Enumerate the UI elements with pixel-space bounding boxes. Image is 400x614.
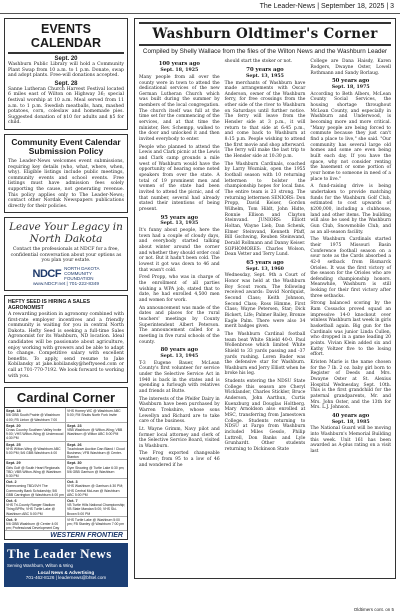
- ndcf-ad: [4, 217, 128, 291]
- article-paragraph: should start the stoker or not.: [224, 59, 293, 65]
- article-paragraph: Wednesday, Sept. 9th a Court of Honor was held at the Washburn Boy Scout room. The following received awards: David Nordquist, Second Class; Keith Johnson, Second Class; Ross Himme, First Class; Wayne Petersen, Star; Dick Bickert, Life; Palmer Bailey, Bronze Eagle Palm. There were also 34 merit badges given.: [224, 273, 306, 330]
- calendar-cell: [5, 479, 66, 498]
- calendar-cell: [66, 479, 127, 498]
- submission-policy-text: The Leader-News welcomes event submissions, requiring key details (who, what, where, when, why). Eligible listings include public meetings, community events and school events. Free listings must have admission fees solely supporting the cause, not generating revenue. This policy applies only to The Leader-News; contact other Nordak Newspapers publications directly for their policies.: [8, 158, 124, 209]
- section-heading: 100 years ago: [158, 61, 200, 68]
- section-heading: 50 years ago: [331, 78, 370, 85]
- calendar-date: Oct. 7: [67, 499, 78, 504]
- oldtimers-article: [134, 18, 396, 579]
- section-heading: 70 years ago: [246, 67, 284, 74]
- calendar-entry: VHS Washburn @ Garrison 4:30 PM; VHS Central McLean @ Washburn ABC 5:00 PM: [67, 484, 124, 497]
- article-paragraph: A fund-raising drive is being undertaken to provide matching funds for the Washburn Golf Club, estimated to cost upwards of $200,000, including a clubhouse, land and other items. The building will also be used by the Washburn Gun Club, Snowmobile Club, and as an all-season facility.: [310, 184, 391, 235]
- article-paragraph: The Washburn Cardinals started their 1975 Missouri Basin Conference football season on a sour note as the Cards absorbed a 42-0 setback from Bismarck Orioles. It was the first victory of the season for the Orioles who are defending championship honors. Meanwhile, Washburn is still looking for their first victory after three setbacks.: [310, 237, 391, 299]
- hefty-seed-text: A rewarding position in agronomy combined with first-rate employer incentives and a friendly community is waiting for you in central North Dakota. Hefty Seed is seeking a full-time Sales Agronomist for its Washburn, ND location. Ideal candidates will be passionate about agriculture, enjoy working with growers and be able to adapt to change. Competitive salary with excellent benefits. To apply, send resume to Jake Kobilansky at jake.kobilansky@heftyseed.com or call at 701-770-7192. We look forward to working with you.: [8, 312, 124, 379]
- event-date: Sept. 20: [54, 56, 78, 62]
- article-paragraph: College are Dana Haisdy, Karen Rodgers, Dwayne Oster, Lowell Rothmann and Sandy Borlaug.: [310, 59, 391, 76]
- calendar-entry: VB Turtle Hills National Championship; VB State Mandan 5:00; VHS Ski-Brown 5:00 PM: [67, 503, 126, 516]
- article-paragraph: Kristen Marie is the name chosen for the 7 lb. 2 oz. baby girl born to Register of Deeds and Mrs. Dwayne Oster at St. Alexius Hospital Wednesday, Sept. 10th. This is the first grandchild for the paternal grandparents, Mr. and Mrs. John Oster, and the 13th for Mrs. L.J. Johnson.: [310, 360, 391, 411]
- hefty-seed-title: HEFTY SEED IS HIRING A SALES AGRONOMIST: [8, 299, 90, 312]
- calendar-cell: [66, 408, 127, 423]
- article-byline: Compiled by Shelly Wallace from the files of the Wilton News and the Washburn Leader: [142, 48, 388, 55]
- article-column: [225, 59, 306, 470]
- cardinal-corner-grid: [5, 408, 127, 531]
- calendar-date: Sept. 25: [6, 442, 21, 447]
- section-heading: 65 years ago: [246, 259, 284, 266]
- article-paragraph: According to Beth Albers, McLean County Social Services, the housing shortage throughout McLean County, and especially in Washburn and Underwood, is becoming more and more critical. "Many people are being forced to commute because they just can't find a place to live," she said. "Our community has several large old homes and some are even being built each day. If you have the space, why not consider renting the basement or some portion of your home to someone in need of a place to live.": [310, 91, 391, 182]
- calendar-date: Sept. 29: [6, 461, 21, 466]
- calendar-entry: Gym Showing @ Turtle Lake 6:30 pm; 5/6 GBB Garrison @ Washburn: [67, 465, 125, 474]
- calendar-entry: VHS Turtle Lake @ Washburn 5:00 pm; FB Stanley @ Washburn 7:00 pm: [67, 517, 125, 527]
- submission-policy: [4, 134, 128, 213]
- section-heading: 80 years ago: [160, 347, 199, 354]
- calendar-entry: Cross Country Southern Valley Invite 9:00; VHS Wilton-Wing @ Underwood 4:30 PM: [6, 428, 64, 441]
- article-columns: [139, 59, 391, 470]
- article-paragraph: An announcement was made of the dates and places for the rural teachers' meetings by County Superintendent Albert Peterson. The announcement called for a meeting in five rural schools of the county.: [139, 305, 220, 345]
- article-paragraph: The interests of the Pfeifer Dairy in Washburn have been purchased by Warren Trekshire, whose sons Lewellyn and Richard are to take care of the business.: [139, 396, 220, 425]
- section-date: Sept. 13, 1935: [160, 221, 199, 227]
- ndcf-logo: [8, 266, 124, 281]
- cardinal-corner-title: Cardinal Corner: [5, 388, 127, 408]
- calendar-entry: Homecoming TBD/JVH The Community Bank Scholarship; 5/6 GBB Carrington @ Washburn 4:00 pm: [6, 484, 64, 497]
- calendar-cell: [5, 442, 66, 461]
- article-paragraph: The National Guard will be moving into Washburn's Memorial Building this week. Unit 161 has been awarded as A-plus rating on a visit last: [310, 426, 391, 454]
- section-date: Sept. 18, 1975: [331, 85, 370, 91]
- section-date: Sept. 18, 1985: [331, 419, 370, 425]
- calendar-cell: [5, 498, 66, 517]
- article-paragraph: Many people from all over the county were in town to attend the dedicational services of the new German Lutheran Church which was built during the summer by members of the local congregation. The church itself was full at the time set for the commencing of the services, and at that time the minister, Rev. Schempp, walked to the door and unlocked it and then invited everybody to enter.: [139, 74, 220, 143]
- ndcf-ad-title: Leave Your Legacy in North Dakota: [9, 221, 123, 246]
- page-header: The Leader-News | September 18, 2025 | 3: [0, 0, 400, 14]
- section-date: Sept. 18, 1925: [160, 68, 199, 74]
- events-calendar-title: EVENTS CALENDAR: [8, 22, 124, 54]
- calendar-date: Oct. 2: [6, 480, 17, 485]
- continued-note: Oldtimers cont. on 5: [353, 607, 394, 612]
- calendar-entry: VHS Homey WC @ Washburn ABC 5:00; FM Shutts North Fork Invite: [67, 409, 121, 418]
- leader-news-ad: [4, 543, 128, 587]
- calendar-date: Sept. 23: [67, 423, 82, 428]
- calendar-date: Sept. 26: [67, 442, 82, 447]
- calendar-cell: [5, 517, 66, 532]
- left-column: [4, 18, 128, 587]
- events-calendar: [4, 18, 128, 130]
- leader-news-line1: Local News & Advertising: [37, 570, 95, 576]
- calendar-date: Sept. 18: [6, 409, 21, 414]
- leader-news-line2: 701-462-8126 | leadernews@bhtel.com: [25, 575, 107, 581]
- article-paragraph: Students entering the NDSU State College this season are Cheryl Wicklander, Charles Stickler, Bruce Anderson, John Aarthun, Curtis Kuenzburg and Douglas Holtberg. Mary Arnoldson also enrolled at MSC, transferring from Jamestown College. Students returning to NDSU at Fargo from Washburn included Miles Gesslo, Philip Luttrell, Don Banks and Lyle Grunhardt. Other students returning to Dickinson State: [224, 379, 306, 452]
- article-paragraph: Strong balanced scoring by the Ram Cossacks proved squad an impressive 14-0 knockout over winless Washburn last week in girls basketball again. Big gun for the Cardinals was junior Linda Cullen, who dropped in a game leading 20 points. Vivian Klein added six and Kathy Voltzer five to the losing effort.: [310, 301, 391, 358]
- article-paragraph: The Washburn Cardinal football team beat White Shield 40-0. Paul Wollenbrose which limited White Shield to 33 yards passing and -37 yards rushing. Loren Bader was the defensive star for Washburn. Washburn end Jerry Elliott when he broke his leg.: [224, 331, 306, 377]
- ndcf-logo-line: COMMUNITY: [64, 271, 92, 277]
- section-date: Sept. 13, 1960: [246, 266, 284, 272]
- calendar-cell: [66, 498, 127, 517]
- leader-news-tagline: Serving Washburn, Wilton & Wing: [7, 563, 73, 569]
- article-paragraph: Lt. Wayne Grimm, Navy pilot and former local attorney and clerk of the Selective Service Board, visited in Washburn.: [139, 426, 220, 449]
- ndcf-logo-line: FOUNDATION: [64, 276, 94, 282]
- ndcf-logo-line: NORTH DAKOTA: [64, 266, 100, 272]
- article-paragraph: The Frog exported changeable weather; from 95 to a low of 46 and wondered if he: [139, 451, 220, 468]
- section-heading: 40 years ago: [331, 412, 370, 419]
- article-column: [139, 59, 220, 470]
- western-frontier-logo: WESTERN FRONTIER: [50, 532, 123, 540]
- calendar-entry: VHS Wilton-Wing @ Washburn ABC 5:00 PM; 5/6 GBB Washburn 4:00: [6, 446, 61, 456]
- calendar-date: Oct. 6: [6, 499, 17, 504]
- article-paragraph: It's funny about people, here the town had a couple of cloudy days, and everybody started talking about winter around the corner and whether they should order coal or not. But it hadn't been cold. The lowest it got was down to 46 and that wasn't cold.: [139, 228, 220, 273]
- calendar-cell: [66, 423, 127, 442]
- hefty-seed-ad: [4, 295, 128, 383]
- calendar-cell: [66, 460, 127, 479]
- calendar-entry: VBB Washburn @ Wilton-Wing; VBB Washburn @ Wilton ABC 5:00 PM: [67, 428, 123, 437]
- section-heading: 95 years ago: [160, 214, 199, 221]
- calendar-entry: VHS Tri-County Ranger Stadium Thing BPRs; VHS Turtle Lake @ Washburn ABC 5:00 PM: [6, 503, 56, 516]
- article-paragraph: The Washburn Cardinals, coached by Larry Wozniak, open the 1955 football season with 10 returning lettermen to bolster the championship hopes for local fans. The entire team is 23 strong. The returning lettermen SENIORS: Don Propp, David Keiser, Gordon Wilhelm, Tom Hildt, John Hidte, Ronnie Ellison and Clayton Steinvand. JUNIORS: Elliott Holtan, Wayne Lieb, Dan Schenk, Elmer Steinvand, Kenneth Pfaff, Bill Gschwing, Reuben Steinwand, Derald Rollmann and Danny Keiser. SOPHOMORES: Charles Wolson, Dean Vetter and Terry Lund.: [224, 161, 306, 258]
- calendar-cell: [66, 442, 127, 461]
- calendar-date: Oct. 9: [6, 517, 17, 522]
- event-text: Washburn Public Library will hold a Community Plant Swap from 10 a.m. to 1 p.m. Donate, swap and adopt plants. Free-will donations accepted.: [8, 62, 124, 79]
- event-text: Sanne Lutheran Church Harvest Festival located 6 miles east of Wilton on Highway 36; special festival worship at 10 a.m. Meal served from 11 a.m. to 1 p.m. Swedish meatballs, ham, mashed potatoes, corn, coleslaw and homemade pies. Suggested donation of $10 for adults and $5 for child.: [8, 86, 124, 126]
- leader-news-name: The Leader News: [7, 546, 112, 562]
- cardinal-corner: [4, 387, 128, 540]
- calendar-cell: [5, 423, 66, 442]
- article-paragraph: T-3 Eugene Bauer, McLean County's first volunteer for service under the Selective Service Act in 1940 is back in the states and is spending a furlough with relatives and friends at Butte.: [139, 360, 220, 394]
- event-date: Sept. 28: [54, 80, 78, 87]
- section-date: Sept. 13, 1945: [160, 353, 199, 359]
- submission-policy-title: Community Event Calendar Submission Policy: [11, 136, 121, 157]
- calendar-date: Sept. 20: [6, 423, 21, 428]
- calendar-date: Oct. 3: [67, 480, 78, 485]
- ndcf-url[interactable]: www.NDCF.net | 701-222-8349: [32, 282, 100, 288]
- calendar-entry: Touchdown Auction Dan Bland / Cloud Business; VFB Washburn @ Center-Stanton: [67, 446, 125, 460]
- calendar-entry: 5/6 GBB Washburn @ Center 4:00 pm; Professional Development Day: [6, 522, 60, 531]
- article-paragraph: Fred Propp, who was in charge of the enrollment of all parties wishing a WPA job, stated that to date, he had enrolled 4,500 men and women for work.: [139, 275, 220, 303]
- calendar-cell: [66, 517, 127, 532]
- calendar-cell: [5, 408, 66, 423]
- calendar-cell: [5, 460, 66, 479]
- article-column: [310, 59, 391, 470]
- ndcf-logo-mark: NDCF: [32, 267, 62, 280]
- article-paragraph: The merchants of Washburn have made arrangements with Oscar Anderson, owner of the Washburn ferry, for free crossings from the other side of the river to Washburn on Saturdays until further notice. The ferry will leave from the Hensler side at 3 p.m., it will return to that side at 6:45 p.m., and come back to Washburn at 8:15 p.m. People wishing to attend the first movie and shop afterward. The ferry will make the last trip to the Hensler side at 10:30 p.m.: [224, 80, 306, 160]
- calendar-date: Sept. 30: [67, 461, 82, 466]
- ndcf-logo-sub: [64, 266, 99, 281]
- calendar-entry: Girls Golf @ South Heart Regionals TBD; VBB Wilton-Wing @ Washburn 5:30 PM: [6, 465, 62, 479]
- right-column: [134, 18, 396, 579]
- calendar-entry: 5/6 GBB South Prairie @ Washburn 4:00; FB Linton @ Washburn 7:00: [6, 413, 61, 422]
- ndcf-ad-text: Contact the professionals at NDCF for a free, confidential conversation about your options as you plan your estate.: [10, 247, 122, 264]
- article-title: Washburn Oldtimer's Corner: [139, 22, 391, 46]
- article-paragraph: People who planned to attend the Lewis and Clark picnic at the Lewis and Clark camp grounds a mile west of Washburn would have the opportunity of hearing some noted speakers from over the state. A total of 19 prominent men and women of the state had been invited to attend the picnic, and of that number, several had already stated their intentions of being present.: [139, 144, 220, 212]
- section-date: Sept. 13, 1955: [246, 73, 284, 79]
